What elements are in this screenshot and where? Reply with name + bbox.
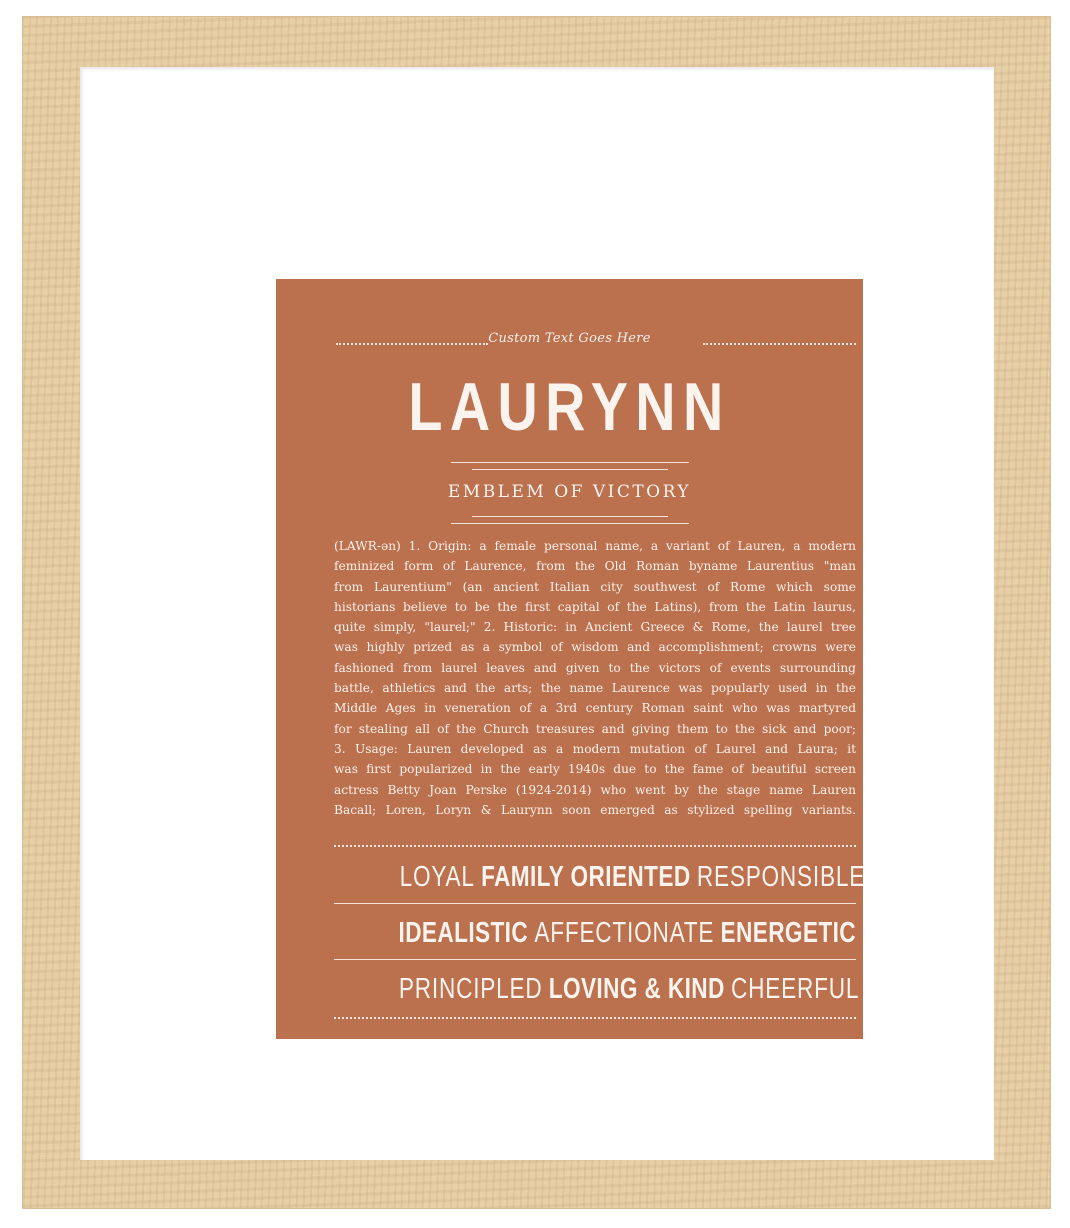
- trait: IDEALISTIC: [398, 917, 529, 949]
- definition-line: feminized form of Laurence, from the Old Roman byname Laurentius "man: [334, 559, 856, 574]
- definition-line: fashioned from laurel leaves and given to the victors of events surrounding: [334, 660, 856, 675]
- meaning-rule-1: [472, 516, 668, 517]
- title-rule-top-2: [472, 469, 668, 470]
- trait: FAMILY ORIENTED: [481, 861, 691, 893]
- name-print: [276, 279, 866, 1039]
- traits-separator: [334, 903, 856, 904]
- traits-row-2: [334, 915, 856, 951]
- definition-line: was highly prized as a symbol of wisdom and accomplishment; crowns were: [334, 640, 856, 655]
- definition-line: battle, athletics and the arts; the name Laurence was popularly used in the: [334, 681, 856, 696]
- definition-line: actress Betty Joan Perske (1924-2014) who went by the stage name Lauren: [334, 782, 856, 797]
- title-rule-top-1: [451, 462, 689, 463]
- trait: AFFECTIONATE: [534, 917, 715, 949]
- traits-separator: [334, 959, 856, 960]
- traits-row-3: [334, 971, 860, 1007]
- definition-line: 3. Usage: Lauren developed as a modern mutation of Laurel and Laura; it: [334, 741, 856, 756]
- trait: CHEERFUL: [731, 973, 860, 1005]
- definition-line: quite simply, "laurel;" 2. Historic: in Ancient Greece & Rome, the laurel tree: [334, 620, 856, 635]
- traits-row-1: [334, 859, 866, 895]
- definition-line: historians believe to be the first capital of the Latins), from the Latin laurus,: [334, 599, 856, 614]
- meaning-rule-2: [451, 523, 689, 524]
- definition-line: from Laurentium" (an ancient Italian city southwest of Rome which some: [334, 579, 856, 594]
- dotted-rule-traits-top: [334, 845, 856, 847]
- definition-line: Bacall; Loren, Loryn & Laurynn soon emerged as stylized spelling variants.: [334, 802, 856, 817]
- name-meaning: EMBLEM OF VICTORY: [447, 482, 692, 502]
- name-title: LAURYNN: [408, 369, 731, 445]
- definition-line: for stealing all of the Church treasures and giving them to the sick and poor;: [334, 721, 856, 736]
- name-definition: [334, 536, 856, 820]
- definition-line: (LAWR-ən) 1. Origin: a female personal name, a variant of Lauren, a modern: [334, 539, 856, 553]
- dotted-rule-traits-bottom: [334, 1017, 856, 1019]
- trait: RESPONSIBLE: [696, 861, 866, 893]
- picture-frame: [22, 16, 1051, 1209]
- mat-board: [80, 67, 994, 1160]
- custom-text: Custom Text Goes Here: [488, 331, 651, 346]
- trait: ENERGETIC: [720, 917, 856, 949]
- trait: LOYAL: [399, 861, 475, 893]
- trait: LOVING & KIND: [548, 973, 725, 1005]
- dotted-rule-right: [703, 343, 856, 345]
- definition-line: Middle Ages in veneration of a 3rd century Roman saint who was martyred: [334, 701, 856, 716]
- definition-line: was first popularized in the early 1940s due to the fame of beautiful screen: [334, 762, 856, 777]
- trait: PRINCIPLED: [398, 973, 543, 1005]
